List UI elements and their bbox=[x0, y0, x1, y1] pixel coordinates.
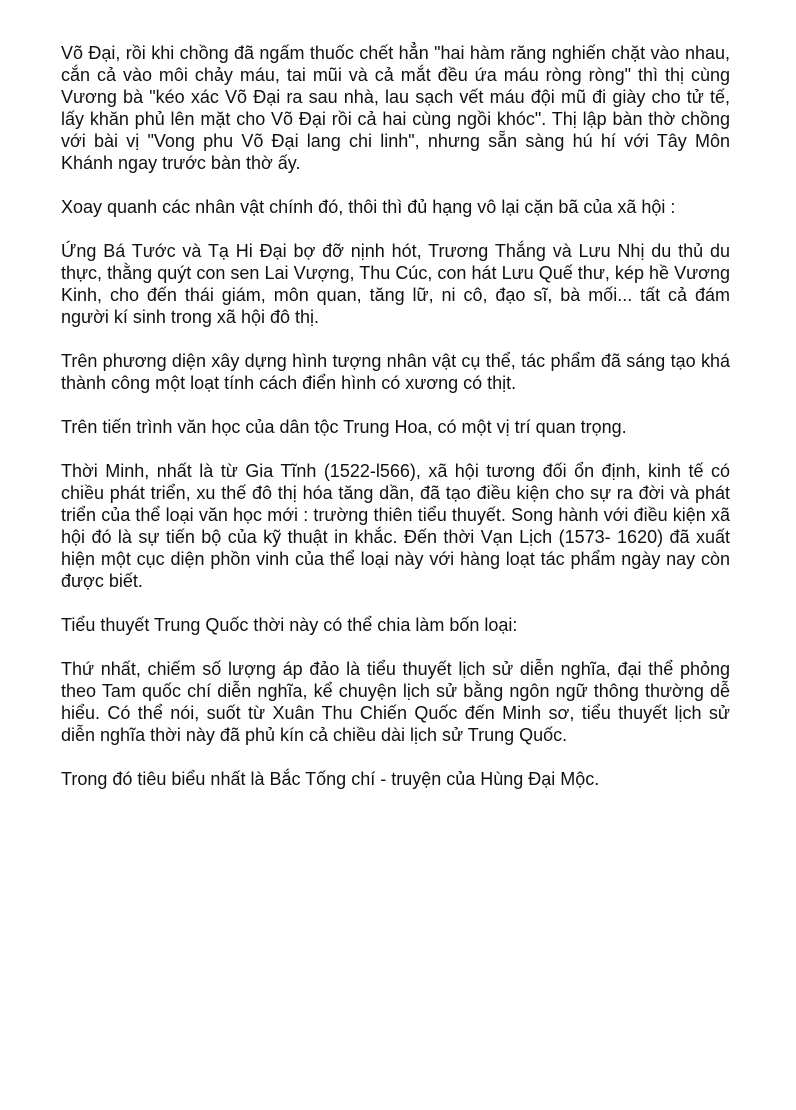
paragraph-3: Ứng Bá Tước và Tạ Hi Đại bợ đỡ nịnh hót, Trương Thắng và Lưu Nhị du thủ du thực, thằng quýt con sen Lai Vượng, Thu Cúc, con hát Lưu Quế thư, kép hề Vương Kinh, cho đến thái giám, môn quan, tăng lữ, ni cô, đạo sĩ, bà mối... tất cả đám người kí sinh trong xã hội đô thị. bbox=[61, 241, 730, 327]
paragraph-2: Xoay quanh các nhân vật chính đó, thôi thì đủ hạng vô lại cặn bã của xã hội : bbox=[61, 197, 676, 217]
paragraph-9: Trong đó tiêu biểu nhất là Bắc Tống chí - truyện của Hùng Đại Mộc. bbox=[61, 769, 600, 789]
paragraph-1: Võ Đại, rồi khi chồng đã ngấm thuốc chết hẳn "hai hàm răng nghiến chặt vào nhau, cắn cả vào môi chảy máu, tai mũi và cả mắt đều ứa máu ròng ròng" thì thị cùng Vương bà "kéo xác Võ Đại ra sau nhà, lau sạch vết máu đội mũ đi giày cho tử tế, lấy khăn phủ lên mặt cho Võ Đại rồi cả hai cùng ngồi khóc". Thị lập bàn thờ chồng với bài vị "Vong phu Võ Đại lang chi linh", nhưng sẵn sàng hú hí với Tây Môn Khánh ngay trước bàn thờ ấy. bbox=[61, 43, 730, 173]
paragraph-8: Thứ nhất, chiếm số lượng áp đảo là tiểu thuyết lịch sử diễn nghĩa, đại thể phỏng theo Tam quốc chí diễn nghĩa, kể chuyện lịch sử bằng ngôn ngữ thông thường dễ hiểu. Có thể nói, suốt từ Xuân Thu Chiến Quốc đến Minh sơ, tiểu thuyết lịch sử diễn nghĩa thời này đã phủ kín cả chiều dài lịch sử Trung Quốc. bbox=[61, 659, 730, 745]
paragraph-7: Tiểu thuyết Trung Quốc thời này có thể chia làm bốn loại: bbox=[61, 615, 518, 635]
document-page bbox=[61, 42, 730, 812]
paragraph-5: Trên tiến trình văn học của dân tộc Trung Hoa, có một vị trí quan trọng. bbox=[61, 417, 627, 437]
paragraph-6: Thời Minh, nhất là từ Gia Tĩnh (1522-l566), xã hội tương đối ổn định, kinh tế có chiều phát triển, xu thế đô thị hóa tăng dần, đã tạo điều kiện cho sự ra đời và phát triển của thể loại văn học mới : trường thiên tiểu thuyết. Song hành với điều kiện xã hội đó là sự tiến bộ của kỹ thuật in khắc. Đến thời Vạn Lịch (1573- 1620) đã xuất hiện một cục diện phồn vinh của thể loại này với hàng loạt tác phẩm ngày nay còn được biết. bbox=[61, 461, 730, 591]
paragraph-4: Trên phương diện xây dựng hình tượng nhân vật cụ thể, tác phẩm đã sáng tạo khá thành công một loạt tính cách điển hình có xương có thịt. bbox=[61, 351, 730, 393]
